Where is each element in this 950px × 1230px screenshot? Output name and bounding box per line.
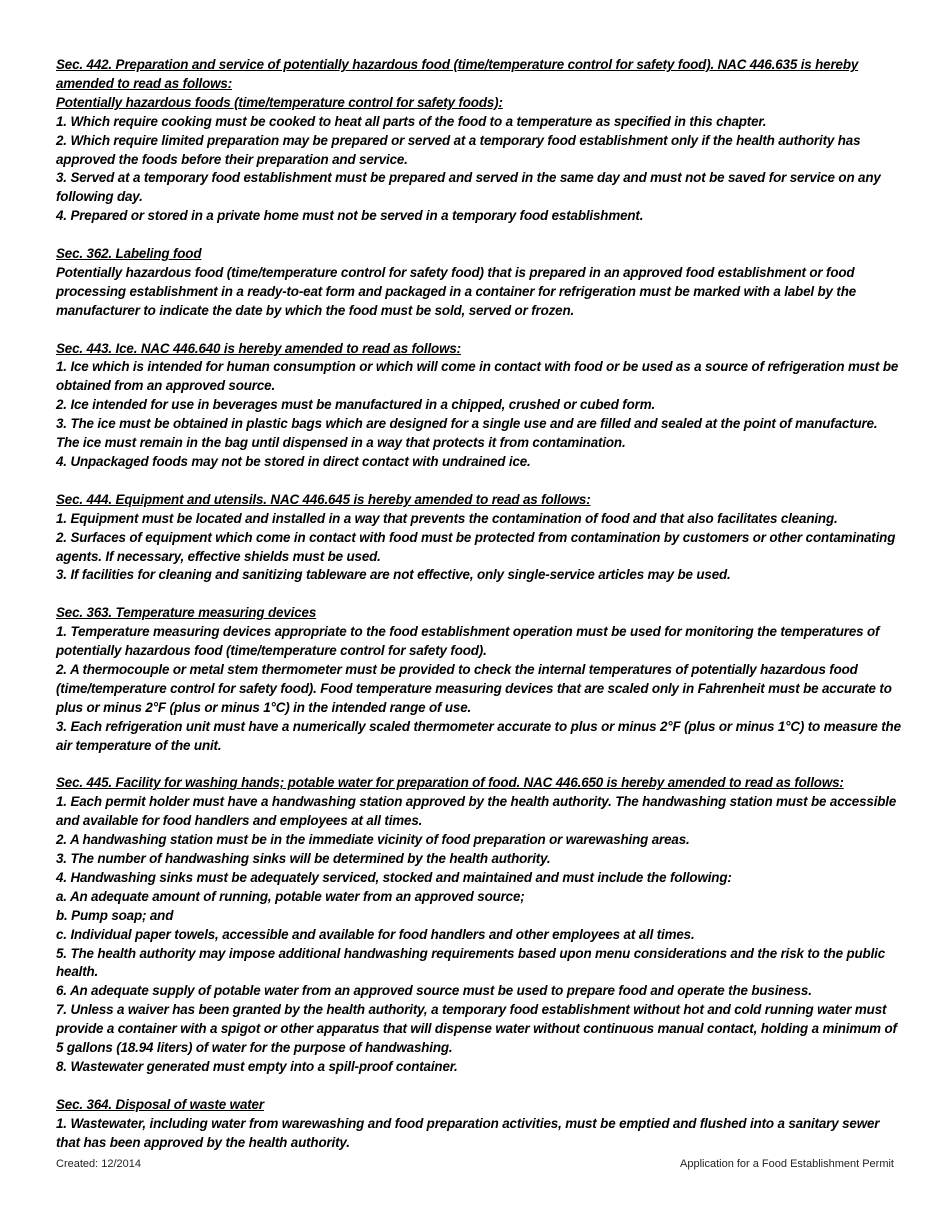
- section-line: a. An adequate amount of running, potable water from an approved source;: [56, 888, 525, 904]
- footer-document-title: Application for a Food Establishment Permit: [680, 1158, 894, 1170]
- section-line: 1. Each permit holder must have a handwashing station approved by the health authority. The handwashing station must be accessible and available for food handlers and employees at all times.: [56, 794, 897, 829]
- section-line: 2. Which require limited preparation may be prepared or served at a temporary food establishment only if the health authority has approved the foods before their preparation and service.: [56, 132, 861, 167]
- section-line: 1. Which require cooking must be cooked to heat all parts of the food to a temperature as specified in this chapter.: [56, 113, 767, 129]
- section-line: 3. The number of handwashing sinks will be determined by the health authority.: [56, 850, 551, 866]
- section-line: b. Pump soap; and: [56, 907, 174, 923]
- section: [56, 245, 901, 321]
- section-line: 2. Surfaces of equipment which come in contact with food must be protected from contamination by customers or other contaminating agents. If necessary, effective shields must be used.: [56, 529, 896, 564]
- document-body: [56, 56, 901, 1171]
- section-heading: Sec. 362. Labeling food: [56, 246, 202, 262]
- section-heading: Sec. 364. Disposal of waste water: [56, 1096, 264, 1112]
- section-heading: Sec. 442. Preparation and service of potentially hazardous food (time/temperature control for safety food). NAC 446.635 is hereby amended to read as follows:: [56, 57, 859, 91]
- section-line: 1. Wastewater, including water from warewashing and food preparation activities, must be emptied and flushed into a sanitary sewer that has been approved by the health authority.: [56, 1115, 880, 1150]
- section-line: 4. Unpackaged foods may not be stored in direct contact with undrained ice.: [56, 454, 531, 469]
- section-line: c. Individual paper towels, accessible and available for food handlers and other employees at all times.: [56, 926, 695, 942]
- section-line: 8. Wastewater generated must empty into a spill-proof container.: [56, 1058, 458, 1074]
- section-line: 3. The ice must be obtained in plastic bags which are designed for a single use and are filled and sealed at the point of manufacture. The ice must remain in the bag until dispensed in a way that protects it from contamination.: [56, 416, 878, 451]
- section-line: Potentially hazardous food (time/temperature control for safety food) that is prepared in an approved food establishment or food processing establishment in a ready-to-eat form and packaged in a container for refrigeration must be marked with a label by the manufacturer to indicate the date by which the food must be sold, served or frozen.: [56, 264, 857, 318]
- section-line: 6. An adequate supply of potable water from an approved source must be used to prepare food and operate the business.: [56, 983, 812, 999]
- section: [56, 340, 901, 472]
- section: [56, 1096, 901, 1153]
- section: [56, 56, 901, 226]
- section-line: 3. If facilities for cleaning and sanitizing tableware are not effective, only single-service articles may be used.: [56, 567, 731, 583]
- section: [56, 491, 901, 586]
- page-footer: [56, 1158, 894, 1170]
- section-line: 1. Temperature measuring devices appropriate to the food establishment operation must be used for monitoring the temperatures of potentially hazardous food (time/temperature control for safety food).: [56, 624, 880, 659]
- section: [56, 774, 901, 1077]
- footer-created-date: Created: 12/2014: [56, 1158, 142, 1170]
- section-line: 2. Ice intended for use in beverages must be manufactured in a chipped, crushed or cubed form.: [56, 397, 656, 413]
- section-heading: Sec. 443. Ice. NAC 446.640 is hereby amended to read as follows:: [56, 340, 461, 356]
- section-heading: Sec. 445. Facility for washing hands; potable water for preparation of food. NAC 446.650 is hereby amended to read as follows:: [56, 775, 844, 791]
- section-subheading: Potentially hazardous foods (time/temperature control for safety foods):: [56, 94, 503, 110]
- section-line: 4. Handwashing sinks must be adequately serviced, stocked and maintained and must include the following:: [56, 869, 732, 885]
- section-heading: Sec. 363. Temperature measuring devices: [56, 605, 317, 621]
- section-line: 1. Ice which is intended for human consumption or which will come in contact with food or be used as a source of refrigeration must be obtained from an approved source.: [56, 359, 899, 394]
- section-line: 5. The health authority may impose additional handwashing requirements based upon menu considerations and the risk to the public health.: [56, 945, 886, 980]
- section: [56, 604, 901, 755]
- section-line: 1. Equipment must be located and installed in a way that prevents the contamination of food and that also facilitates cleaning.: [56, 510, 838, 526]
- section-heading: Sec. 444. Equipment and utensils. NAC 446.645 is hereby amended to read as follows:: [56, 491, 591, 507]
- section-line: 3. Served at a temporary food establishment must be prepared and served in the same day and must not be saved for service on any following day.: [56, 170, 881, 205]
- section-line: 2. A handwashing station must be in the immediate vicinity of food preparation or warewashing areas.: [56, 832, 690, 848]
- section-line: 2. A thermocouple or metal stem thermometer must be provided to check the internal temperatures of potentially hazardous food (time/temperature control for safety food). Food temperature measuring devices that are scaled only in Fahrenheit must be accurate to plus or minus 2°F (plus or minus 1°C) in the intended range of use.: [56, 661, 892, 715]
- section-line: 4. Prepared or stored in a private home must not be served in a temporary food establishment.: [56, 208, 644, 224]
- section-line: 7. Unless a waiver has been granted by the health authority, a temporary food establishment without hot and cold running water must provide a container with a spigot or other apparatus that will dispense water without continuous manual contact, holding a minimum of 5 gallons (18.94 liters) of water for the purpose of handwashing.: [56, 1002, 897, 1056]
- section-line: 3. Each refrigeration unit must have a numerically scaled thermometer accurate to plus or minus 2°F (plus or minus 1°C) to measure the air temperature of the unit.: [56, 718, 901, 753]
